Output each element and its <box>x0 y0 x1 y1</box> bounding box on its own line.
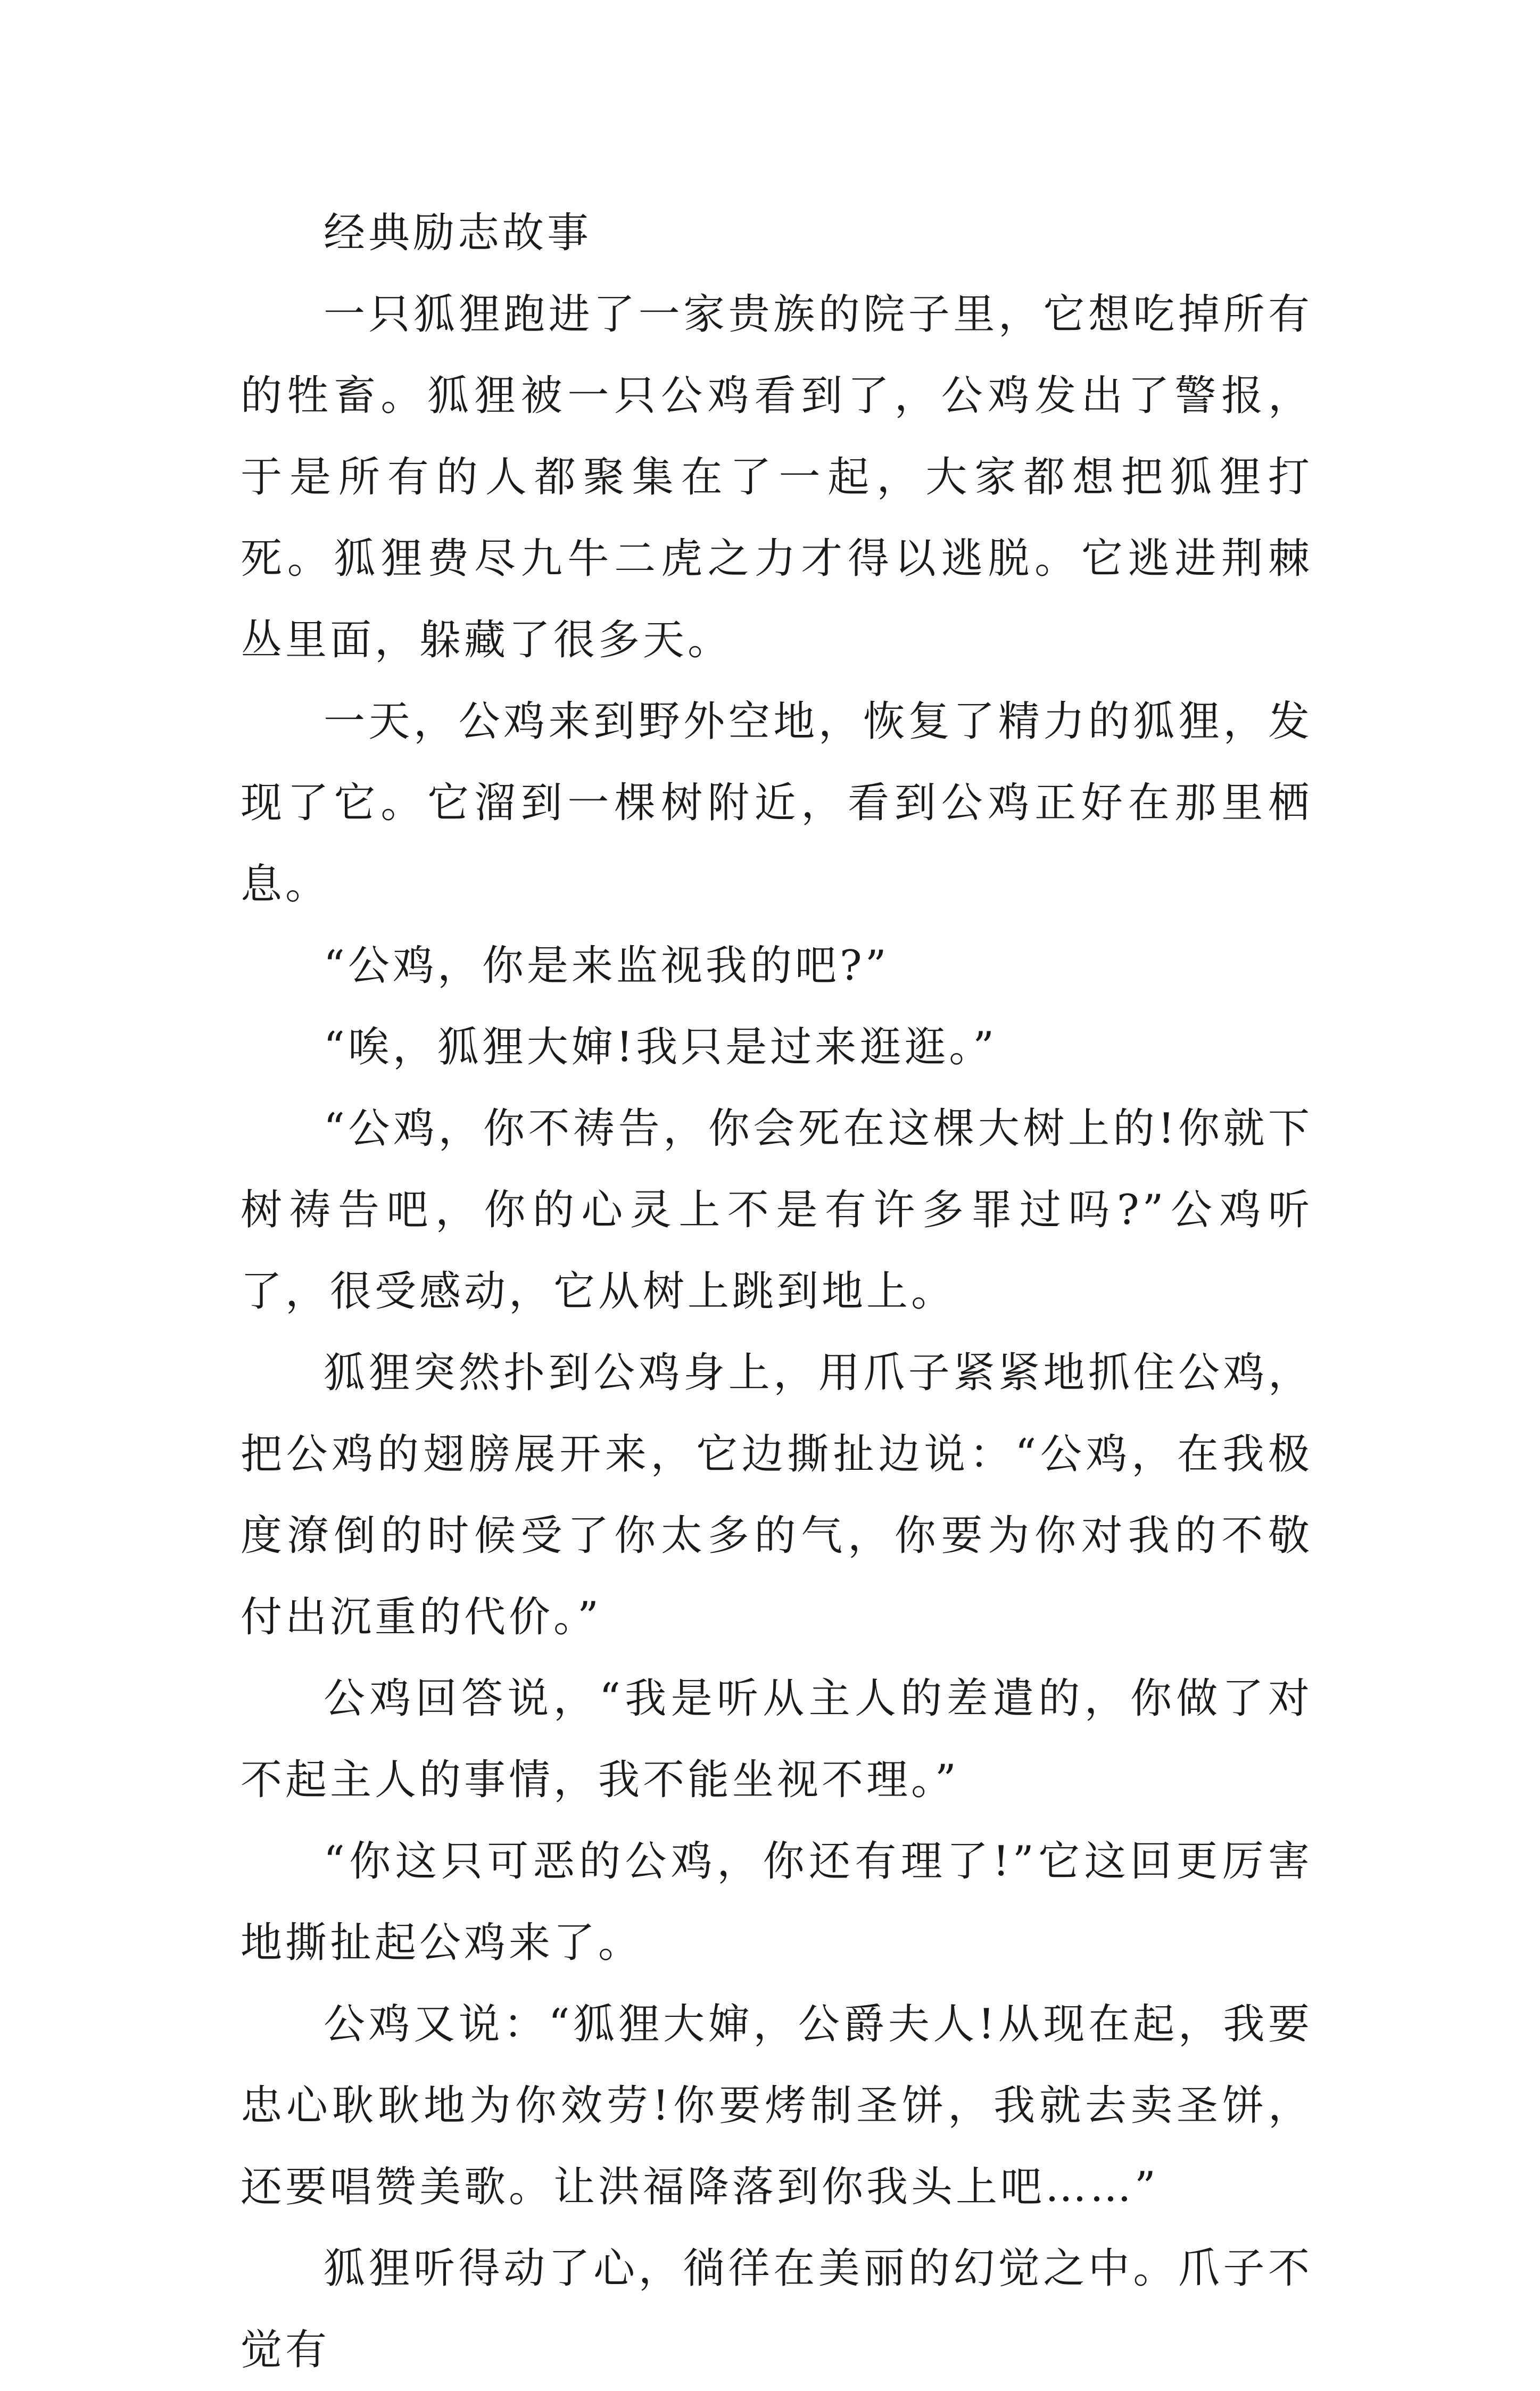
paragraph: 一天，公鸡来到野外空地，恢复了精力的狐狸，发现了它。它溜到一棵树附近，看到公鸡正好在那里栖息。 <box>241 698 1313 908</box>
paragraph: “公鸡，你是来监视我的吧?” <box>324 942 890 990</box>
paragraph: “公鸡，你不祷告，你会死在这棵大树上的!你就下树祷告吧，你的心灵上不是有许多罪过吗?”公鸡听了，很受感动，它从树上跳到地上。 <box>241 1105 1313 1316</box>
paragraph: 公鸡又说：“狐狸大婶，公爵夫人!从现在起，我要忠心耿耿地为你效劳!你要烤制圣饼，我就去卖圣饼，还要唱赞美歌。让洪福降落到你我头上吧……” <box>241 2000 1313 2211</box>
paragraph: 狐狸突然扑到公鸡身上，用爪子紧紧地抓住公鸡，把公鸡的翅膀展开来，它边撕扯边说：“公鸡，在我极度潦倒的时候受了你太多的气，你要为你对我的不敬付出沉重的代价。” <box>241 1349 1313 1641</box>
paragraph: “你这只可恶的公鸡，你还有理了!”它这回更厉害地撕扯起公鸡来了。 <box>241 1838 1313 1967</box>
paragraph: 一只狐狸跑进了一家贵族的院子里，它想吃掉所有的牲畜。狐狸被一只公鸡看到了，公鸡发出了警报，于是所有的人都聚集在了一起，大家都想把狐狸打死。狐狸费尽九牛二虎之力才得以逃脱。它逃进荆棘丛里面，躲藏了很多天。 <box>241 291 1313 664</box>
paragraph: “唉，狐狸大婶!我只是过来逛逛。” <box>324 1023 998 1071</box>
document-body <box>241 193 1313 2391</box>
document-title: 经典励志故事 <box>324 209 592 257</box>
paragraph: 狐狸听得动了心，徜徉在美丽的幻觉之中。爪子不觉有 <box>241 2245 1313 2374</box>
paragraph: 公鸡回答说，“我是听从主人的差遣的，你做了对不起主人的事情，我不能坐视不理。” <box>241 1675 1313 1804</box>
